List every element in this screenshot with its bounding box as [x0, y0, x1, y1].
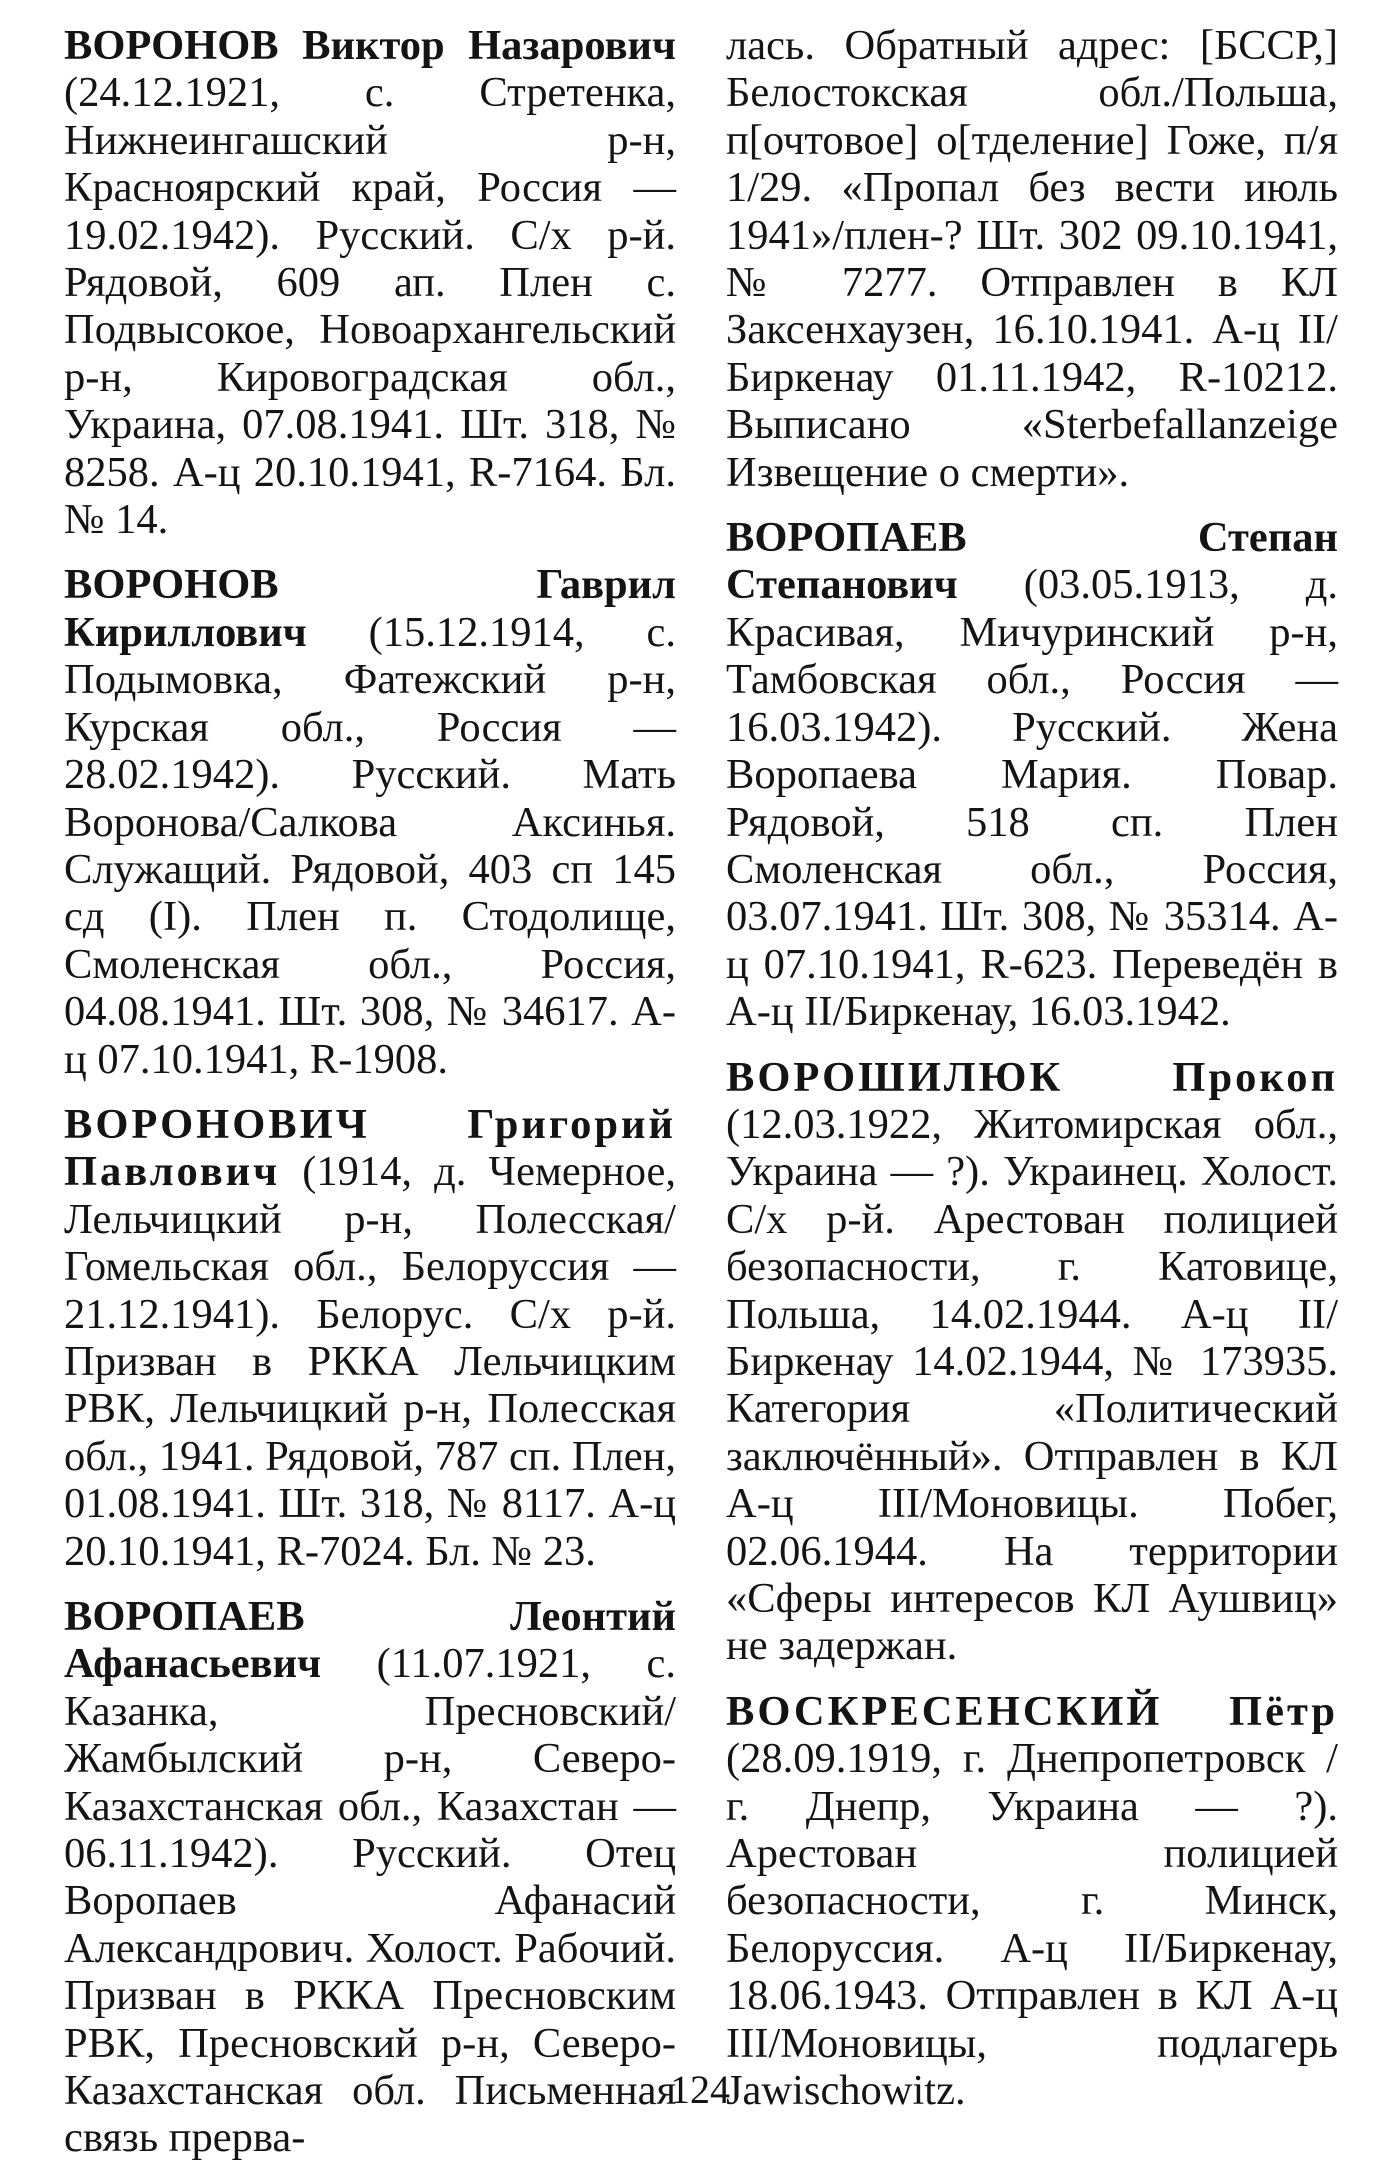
- entry-text: (12.03.1922, Житомирская обл., Украина — ?). Украинец. Холост. С/х р-й. Арестован полицией безопасности, г. Катовице, Польша, 14.02.1944. А-ц II/Биркенау 14.02.1944, № 173935. Категория «Политический заключённый». Отправлен в КЛ А-ц III/Моновицы. Побег, 02.06.1944. На территории «Сферы интересов КЛ Аушвиц» не задержан.: [726, 1100, 1338, 1670]
- biography-entry: [726, 514, 1338, 1035]
- entry-given-name: Леонтий Афанасьевич: [64, 1593, 676, 1688]
- entry-given-name: Степан Степанович: [726, 514, 1338, 609]
- entry-text: (15.12.1914, с. Подымовка, Фатежский р-н, Курская обл., Россия — 28.02.1942). Русский. Мать Воронова/Салкова Аксинья. Служащий. Рядовой, 403 сп 145 сд (I). Плен п. Стодолище, Смоленская обл., Россия, 04.08.1941. Шт. 308, № 34617. А-ц 07.10.1941, R-1908.: [64, 608, 676, 1083]
- right-column: [726, 22, 1338, 2132]
- left-column: [64, 22, 676, 2180]
- entry-surname: ВОРОШИЛЮК: [726, 1053, 1064, 1101]
- entry-surname: ВОРОПАЕВ: [64, 1593, 305, 1640]
- entry-text: (1914, д. Чемерное, Лельчицкий р-н, Полесская/ Гомельская обл., Белоруссия — 21.12.1941). Белорус. С/х р-й. Призван в РККА Лельчицким РВК, Лельчицкий р-н, Полесская обл., 1941. Рядовой, 787 сп. Плен, 01.08.1941. Шт. 318, № 8117. А-ц 20.10.1941, R-7024. Бл. № 23.: [64, 1148, 676, 1575]
- entry-text: (03.05.1913, д. Красивая, Мичуринский р-н, Тамбовская обл., Россия — 16.03.1942). Русский. Жена Воропаева Мария. Повар. Рядовой, 518 сп. Плен Смоленская обл., Россия, 03.07.1941. Шт. 308, № 35314. А-ц 07.10.1941, R-623. Переведён в А-ц II/Биркенау, 16.03.1942.: [726, 561, 1338, 1036]
- entry-continuation: лась. Обратный адрес: [БССР,] Белостокская обл./Польша, п[очтовое] о[тделение] Гоже, п/я 1/29. «Пропал без вести июль 1941»/плен-? Шт. 302 09.10.1941, № 7277. Отправлен в КЛ Заксенхаузен, 16.10.1941. А-ц II/Биркенау 01.11.1942, R-10212. Выписано «Sterbefallanzeige Извещение о смерти».: [726, 22, 1338, 496]
- entry-given-name: Виктор Назарович: [302, 22, 676, 69]
- entry-text: (28.09.1919, г. Днепропетровск / г. Днепр, Украина — ?). Арестован полицией безопасности, г. Минск, Белоруссия. А-ц II/Биркенау, 18.06.1943. Отправлен в КЛ А-ц III/Моновицы, подлагерь Jawischowitz.: [726, 1735, 1338, 2115]
- entry-given-name: Гаврил Кириллович: [64, 561, 676, 656]
- biography-entry: [64, 561, 676, 1082]
- biography-entry: [726, 1054, 1338, 1670]
- entry-surname: ВОРОПАЕВ: [726, 514, 967, 562]
- entry-surname: ВОРОНОВ: [64, 22, 279, 69]
- entry-text: (11.07.1921, с. Казанка, Пресновский/Жамбылский р-н, Северо-Казахстанская обл., Казахстан — 06.11.1942). Русский. Отец Воропаев Афанасий Александрович. Холост. Рабочий. Призван в РККА Пресновским РВК, Пресновский р-н, Северо-Казахстанская обл. Письменная связь прерва-: [64, 1640, 676, 2162]
- page-number: 124: [670, 2067, 730, 2112]
- entry-given-name: Прокоп: [1172, 1053, 1338, 1101]
- biography-entry: [64, 1101, 676, 1575]
- entry-surname: ВОРОНОВИЧ: [64, 1100, 370, 1148]
- entry-given-name: Пётр: [1229, 1687, 1338, 1735]
- entry-surname: ВОСКРЕСЕНСКИЙ: [726, 1687, 1163, 1735]
- entry-given-name: Григорий Павлович: [64, 1100, 676, 1196]
- biography-entry: [64, 22, 676, 543]
- biography-entry: [726, 1688, 1338, 2115]
- entry-text: (24.12.1921, с. Стретенка, Нижнеингашский р-н, Красноярский край, Россия — 19.02.1942). Русский. С/х р-й. Рядовой, 609 ап. Плен с. Подвысокое, Новоархангельский р-н, Кировоградская обл., Украина, 07.08.1941. Шт. 318, № 8258. А-ц 20.10.1941, R-7164. Бл. № 14.: [64, 69, 676, 544]
- entry-surname: ВОРОНОВ: [64, 561, 279, 609]
